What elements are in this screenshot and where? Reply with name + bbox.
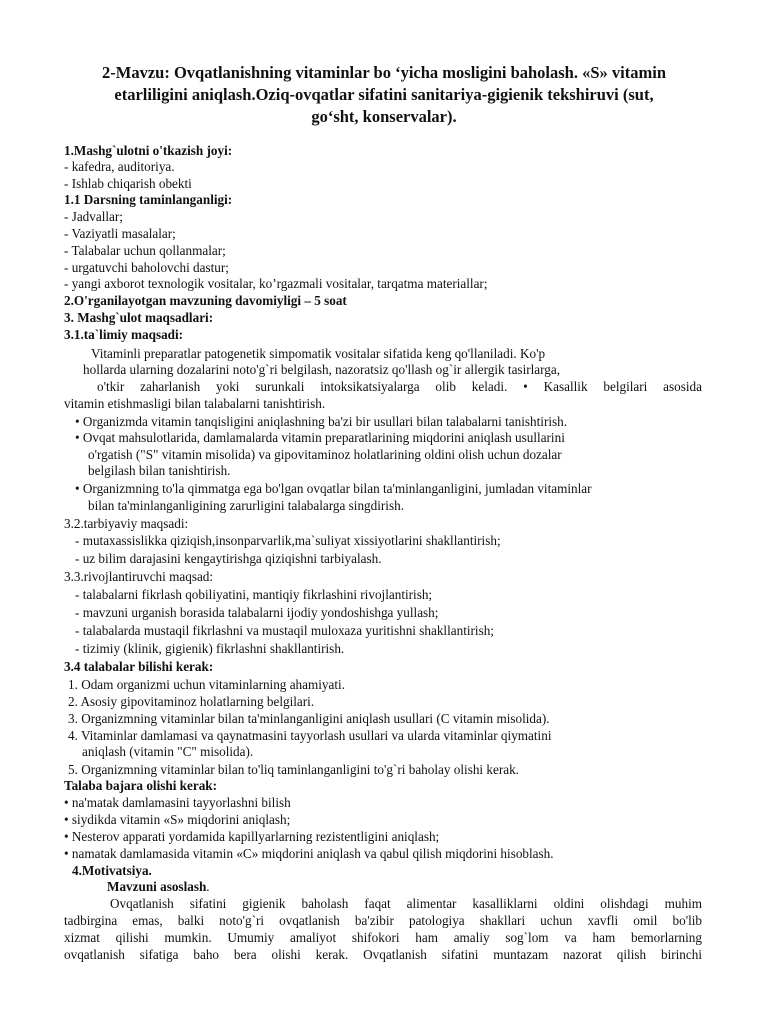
title-line: etarliligini aniqlash.Oziq-ovqatlar sifatini sanitariya-gigienik tekshiruvi (sut, [114,85,654,104]
list-item: - Vaziyatli masalalar; [64,226,176,241]
section-heading: 4.Motivatsiya. [72,863,152,878]
list-item: - Talabalar uchun qollanmalar; [64,243,226,258]
list-item: - kafedra, auditoriya. [64,159,175,174]
bullet-continuation: belgilash bilan tanishtirish. [88,463,231,478]
bullet-continuation: o'rgatish ("S" vitamin misolida) va gipovitaminoz holatlarining oldini olish uchun dozalar [88,447,562,462]
bullet-item: • Ovqat mahsulotlarida, damlamalarda vitamin preparatlarining miqdorini aniqlash usullarini [75,430,565,445]
section-heading: Talaba bajara olishi kerak: [64,778,218,793]
bullet-item: • Nesterov apparati yordamida kapillyarlarning rezistentligini aniqlash; [64,829,440,844]
list-item: - talabalarni fikrlash qobiliyatini, mantiqiy fikrlashini rivojlantirish; [75,587,433,602]
list-item: - urgatuvchi baholovchi dastur; [64,260,229,275]
paragraph-line: hollarda ularning dozalarini noto'g`ri belgilash, nazoratsiz qo'llash og`ir allergik tasirlarga, [83,362,561,377]
list-continuation: aniqlash (vitamin "C" misolida). [82,744,254,759]
section-heading: 3. Mashg`ulot maqsadlari: [64,310,214,325]
bullet-item: • na'matak damlamasini tayyorlashni bilish [64,795,291,810]
list-item: - uz bilim darajasini kengaytirishga qiziqishni tarbiyalash. [75,551,382,566]
paragraph-line: Vitaminli preparatlar patogenetik simpomatik vositalar sifatida keng qo'llaniladi. Ko'p [91,346,546,361]
list-item: - mutaxassislikka qiziqish,insonparvarlik,ma`suliyat xissiyotlarini shakllantirish; [75,533,501,548]
bullet-item: • siydikda vitamin «S» miqdorini aniqlash; [64,812,291,827]
title-line: 2-Mavzu: Ovqatlanishning vitaminlar bo ‘yicha mosligini baholash. «S» vitamin [102,63,666,82]
paragraph-line: xizmat qilishi mumkin. Umumiy amaliyot shifokori ham amaliy sog`lom va ham bemorlarning [64,930,702,945]
list-item: 3. Organizmning vitaminlar bilan ta'minlanganligini aniqlash usullari (C vitamin misolida). [68,711,550,726]
list-item: - talabalarda mustaqil fikrlashni va mustaqil muloxaza yuritishni shakllantirish; [75,623,494,638]
list-item: 2. Asosiy gipovitaminoz holatlarning belgilari. [68,694,315,709]
list-item: - Ishlab chiqarish obekti [64,176,192,191]
section-heading: 3.4 talabalar bilishi kerak: [64,659,214,674]
section-heading: 1.1 Darsning taminlanganligi: [64,192,233,207]
list-item: - tizimiy (klinik, gigienik) fikrlashni shakllantirish. [75,641,345,656]
list-item: - mavzuni urganish borasida talabalarni ijodiy yondoshishga yullash; [75,605,439,620]
paragraph-line: tadbirgina emas, balki noto'g`ri ovqatlanish ba'zibir patologiya shakllari uchun xavfli omil bo'lib [64,913,702,928]
subsection-heading-period: . [206,879,210,894]
bullet-item: • namatak damlamasida vitamin «C» miqdorini aniqlash va qabul qilish miqdorini hisoblash. [64,846,554,861]
paragraph-line: o'tkir zaharlanish yoki surunkali intoksikatsiyalarga olib keladi. • Kasallik belgilari asosida [97,379,702,394]
paragraph-line: Ovqatlanish sifatini gigienik baholash faqat alimentar kasalliklarni oldini olishdagi muhim [110,896,702,911]
subsection-heading-text: Mavzuni asoslash [107,879,207,894]
subsection-heading [107,879,210,895]
list-item: 5. Organizmning vitaminlar bilan to'liq taminlanganligini to'g`ri baholay olishi kerak. [68,762,519,777]
document-title [60,62,708,128]
section-heading: 2.O'rganilayotgan mavzuning davomiyligi – 5 soat [64,293,347,308]
list-item: - Jadvallar; [64,209,123,224]
bullet-continuation: bilan ta'minlanganligining zarurligini talabalarga singdirish. [88,498,404,513]
section-heading: 3.3.rivojlantiruvchi maqsad: [64,569,214,584]
title-line: go‘sht, konservalar). [311,107,457,126]
list-item: - yangi axborot texnologik vositalar, ko’rgazmali vositalar, tarqatma materiallar; [64,276,488,291]
bullet-item: • Organizmda vitamin tanqisligini aniqlashning ba'zi bir usullari bilan talabalarni tanishtirish. [75,414,568,429]
list-item: 4. Vitaminlar damlamasi va qaynatmasini tayyorlash usullari va ularda vitaminlar qiymatini [68,728,552,743]
section-heading: 3.1.ta`limiy maqsadi: [64,327,184,342]
list-item: 1. Odam organizmi uchun vitaminlarning ahamiyati. [68,677,345,692]
bullet-item: • Organizmning to'la qimmatga ega bo'lgan ovqatlar bilan ta'minlanganligini, jumladan vitaminlar [75,481,592,496]
paragraph-line: vitamin etishmasligi bilan talabalarni tanishtirish. [64,396,326,411]
paragraph-line: ovqatlanish sifatiga baho bera olishi kerak. Ovqatlanish sifatini muntazam nazorat qilish birinchi [64,947,702,962]
section-heading: 3.2.tarbiyaviy maqsadi: [64,516,189,531]
section-heading: 1.Mashg`ulotni o'tkazish joyi: [64,143,233,158]
